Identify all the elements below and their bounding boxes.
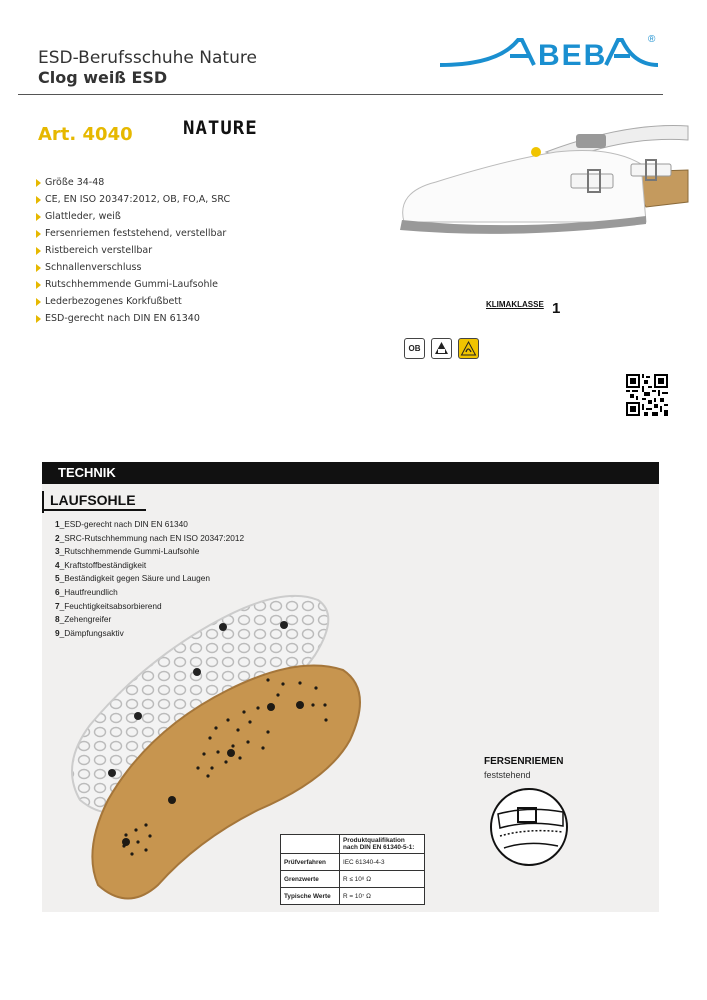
table-cell: [281, 835, 340, 854]
feature-list: [36, 177, 230, 330]
feature-item: Rutschhemmende Gummi-Laufsohle: [36, 279, 230, 296]
feature-item: Größe 34-48: [36, 177, 230, 194]
table-cell: Prüfverfahren: [281, 854, 340, 871]
product-qualification-table: [280, 834, 425, 905]
chemical-resistance-icon: [431, 338, 452, 359]
doc-title: ESD-Berufsschuhe Nature: [38, 48, 257, 68]
bullet-icon: [36, 196, 41, 204]
feature-item: Schnallenverschluss: [36, 262, 230, 279]
feature-item: CE, EN ISO 20347:2012, OB, FO,A, SRC: [36, 194, 230, 211]
sole-feature-item: 6_Hautfreundlich: [55, 586, 118, 597]
abeba-logo: [438, 32, 660, 77]
fersenriemen-subtitle: feststehend: [484, 770, 531, 780]
table-row: [281, 888, 425, 905]
bullet-icon: [36, 264, 41, 272]
table-row: [281, 835, 425, 854]
model-name: NATURE: [183, 117, 258, 139]
bullet-icon: [36, 230, 41, 238]
feature-item: ESD-gerecht nach DIN EN 61340: [36, 313, 230, 330]
bullet-icon: [36, 213, 41, 221]
table-header: Produktqualifikation nach DIN EN 61340-5-1:: [340, 835, 425, 854]
clog-shoe-image: [396, 112, 696, 267]
ob-cert-icon: OB: [404, 338, 425, 359]
fersenriemen-title: FERSENRIEMEN: [484, 756, 564, 767]
klimaklasse-value: 1: [552, 300, 561, 317]
table-cell: Grenzwerte: [281, 871, 340, 888]
feature-item: Fersenriemen feststehend, verstellbar: [36, 228, 230, 245]
feature-item: Glattleder, weiß: [36, 211, 230, 228]
klimaklasse-label: KLIMAKLASSE: [486, 300, 544, 309]
bullet-icon: [36, 281, 41, 289]
header-divider: [18, 94, 663, 95]
table-cell: Typische Werte: [281, 888, 340, 905]
bullet-icon: [36, 247, 41, 255]
sole-feature-item: 1_ESD-gerecht nach DIN EN 61340: [55, 519, 188, 529]
sole-feature-item: 3_Rutschhemmende Gummi-Laufsohle: [55, 546, 200, 557]
sole-feature-item: 2_SRC-Rutschhemmung nach EN ISO 20347:2012: [55, 532, 245, 543]
bullet-icon: [36, 179, 41, 187]
sole-feature-item: 9_Dämpfungsaktiv: [55, 627, 124, 638]
svg-text:BEB: BEB: [538, 39, 608, 72]
doc-subtitle: Clog weiß ESD: [38, 68, 168, 87]
sole-feature-item: 5_Beständigkeit gegen Säure und Laugen: [55, 573, 211, 584]
table-row: [281, 854, 425, 871]
table-cell: R = 10⁷ Ω: [340, 888, 425, 905]
sole-feature-item: 4_Kraftstoffbeständigkeit: [55, 559, 147, 570]
feature-item: Ristbereich verstellbar: [36, 245, 230, 262]
sole-feature-item: 7_Feuchtigkeitsabsorbierend: [55, 600, 162, 611]
table-cell: R ≤ 10⁸ Ω: [340, 871, 425, 888]
sole-feature-item: 8_Zehengreifer: [55, 614, 112, 625]
bullet-icon: [36, 298, 41, 306]
table-cell: IEC 61340-4-3: [340, 854, 425, 871]
table-row: [281, 871, 425, 888]
technik-heading: TECHNIK: [42, 462, 659, 484]
qr-code[interactable]: [626, 374, 668, 421]
feature-item: Lederbezogenes Korkfußbett: [36, 296, 230, 313]
registered-mark: ®: [648, 34, 656, 45]
laufsohle-heading: LAUFSOHLE: [42, 492, 146, 511]
bullet-icon: [36, 315, 41, 323]
heel-strap-image: [488, 786, 570, 873]
article-number: Art. 4040: [38, 124, 133, 145]
esd-icon: [458, 338, 479, 359]
